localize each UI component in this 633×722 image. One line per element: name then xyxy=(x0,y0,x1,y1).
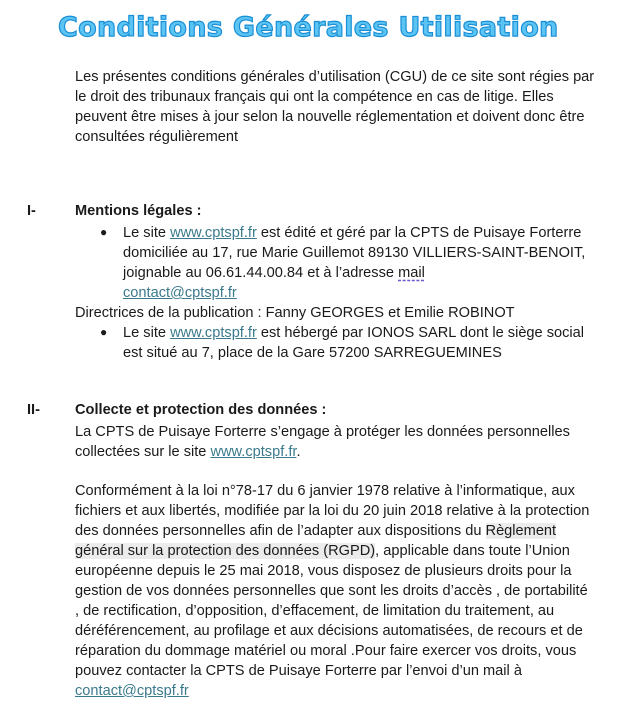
spellcheck-word: mail xyxy=(398,265,425,281)
email-link[interactable]: contact@cptspf.fr xyxy=(75,683,189,699)
intro-paragraph: Les présentes conditions générales d’utilisation (CGU) de ce site sont régies par le droit des tribunaux français qui ont la compétence en cas de litige. Elles peuvent être mises à jour selon la nouvelle réglementation et doivent donc être consultées régulièrement xyxy=(75,69,595,145)
bullet-icon: ● xyxy=(100,325,108,339)
bullet-icon: ● xyxy=(100,225,108,239)
para-1-end: . xyxy=(296,444,301,460)
bullet-2-text-pre: Le site xyxy=(123,325,171,341)
email-link[interactable]: contact@cptspf.fr xyxy=(123,285,237,301)
section-1-number: I- xyxy=(27,203,36,219)
para-2-text: Conformément à la loi n°78-17 du 6 janvier 1978 relative à l’informatique, aux fichiers et aux libertés, modifiée par la loi du 20 juin 2018 relative à la protection des données personnelles afin de l’adapter aux dispositions du xyxy=(75,483,590,539)
section-2-paragraph-1 xyxy=(75,422,595,462)
directors-line: Directrices de la publication : Fanny GEORGES et Emilie ROBINOT xyxy=(75,305,515,321)
site-link[interactable]: www.cptspf.fr xyxy=(210,444,297,460)
para-1-text: La CPTS de Puisaye Forterre s’engage à protéger les données personnelles collectées sur le site xyxy=(75,424,570,460)
para-2-text-cont: , applicable dans toute l’Union européenne depuis le 25 mai 2018, vous disposez de plusieurs droits pour la gestion de vos données personnelles que sont les droits d’accès , de portabilité , de rectification, d’opposition, d’effacement, de limitation du traitement, au déréférencement, au profilage et aux décisions automatisées, de recours et de réparation du dommage matériel ou moral .Pour faire exercer vos droits, vous pouvez contacter la CPTS de Puisaye Forterre par l’envoi d’un mail à xyxy=(75,543,588,679)
section-2-number: II- xyxy=(27,402,40,418)
section-1-bullet-2 xyxy=(123,323,593,363)
section-1-heading: Mentions légales : xyxy=(75,203,202,219)
section-1-bullet-1 xyxy=(123,223,593,303)
section-2-paragraph-2 xyxy=(75,481,590,701)
rgpd-highlight: Règlement général sur la protection des données (RGPD) xyxy=(75,523,557,559)
bullet-2-text-post: est hébergé par IONOS SARL dont le siège social est situé au 7, place de la Gare 57200 SARREGUEMINES xyxy=(123,325,585,361)
site-link[interactable]: www.cptspf.fr xyxy=(170,225,257,241)
section-2-heading: Collecte et protection des données : xyxy=(75,402,327,418)
bullet-1-text-pre: Le site xyxy=(123,225,171,241)
site-link[interactable]: www.cptspf.fr xyxy=(170,325,257,341)
bullet-1-text-mid: est édité et géré par la CPTS de Puisaye Forterre domiciliée au 17, rue Marie Guillemot 89130 VILLIERS-SAINT-BENOIT, joignable au 06.61.44.00.84 et à l’adresse xyxy=(123,225,586,281)
page-title: Conditions Générales Utilisation xyxy=(58,12,559,43)
